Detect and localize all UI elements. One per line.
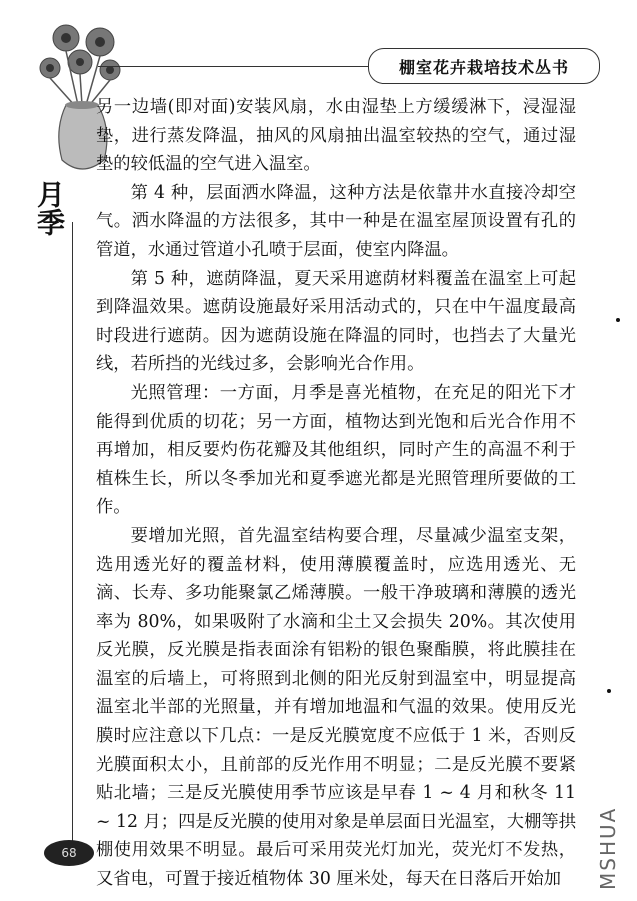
margin-dot (616, 318, 620, 322)
watermark: MSHUA (596, 806, 620, 890)
page-number: 68 (44, 840, 94, 866)
chapter-title: 月季 (33, 180, 66, 236)
paragraph: 第 4 种，层面洒水降温，这种方法是依靠井水直接冷却空气。洒水降温的方法很多，其中一种是在温室屋顶设置有孔的管道，水通过管道小孔喷于层面，使室内降温。 (96, 182, 576, 260)
paragraph: 另一边墙(即对面)安装风扇，水由湿垫上方缓缓淋下，浸湿湿垫，进行蒸发降温，抽风的风扇抽出温室较热的空气，通过湿垫的较低温的空气进入温室。 (96, 97, 576, 175)
body-text (96, 93, 576, 894)
paragraph: 第 5 种，遮荫降温，夏天采用遮荫材料覆盖在温室上可起到降温效果。遮荫设施最好采用活动式的，只在中午温度最高时段进行遮荫。因为遮荫设施在降温的同时，也挡去了大量光线，若所挡的光线过多，会影响光合作用。 (96, 268, 576, 375)
margin-dot (607, 689, 611, 693)
paragraph: 光照管理：一方面，月季是喜光植物，在充足的阳光下才能得到优质的切花；另一方面，植物达到光饱和后光合作用不再增加，相反要灼伤花瓣及其他组织，同时产生的高温不利于植株生长，所以冬季加光和夏季遮光都是光照管理所要做的工作。 (96, 382, 576, 518)
side-rule (72, 222, 73, 862)
paragraph: 要增加光照，首先温室结构要合理，尽量减少温室支架，选用透光好的覆盖材料，使用薄膜覆盖时，应选用透光、无滴、长寿、多功能聚氯乙烯薄膜。一般干净玻璃和薄膜的透光率为 80%，如果吸附了水滴和尘土又会损失 20%。其次使用反光膜，反光膜是指表面涂有铝粉的银色聚酯膜，将此膜挂在温室的后墙上，可将照到北侧的阳光反射到温室中，明显提高温室北半部的光照量，并有增加地温和气温的效果。使用反光膜时应注意以下几点：一是反光膜宽度不应低于 1 米，否则反光膜面积太小，且前部的反光作用不明显；二是反光膜不要紧贴北墙；三是反光膜使用季节应该是早春 1 ~ 4 月和秋冬 11 ~ 12 月；四是反光膜的使用对象是单层面日光温室，大棚等拱棚使用效果不明显。最后可采用荧光灯加光，荧光灯不发热，又省电，可置于接近植物体 30 厘米处，每天在日落后开始加 (96, 525, 576, 890)
series-title: 棚室花卉栽培技术丛书 (368, 48, 600, 84)
